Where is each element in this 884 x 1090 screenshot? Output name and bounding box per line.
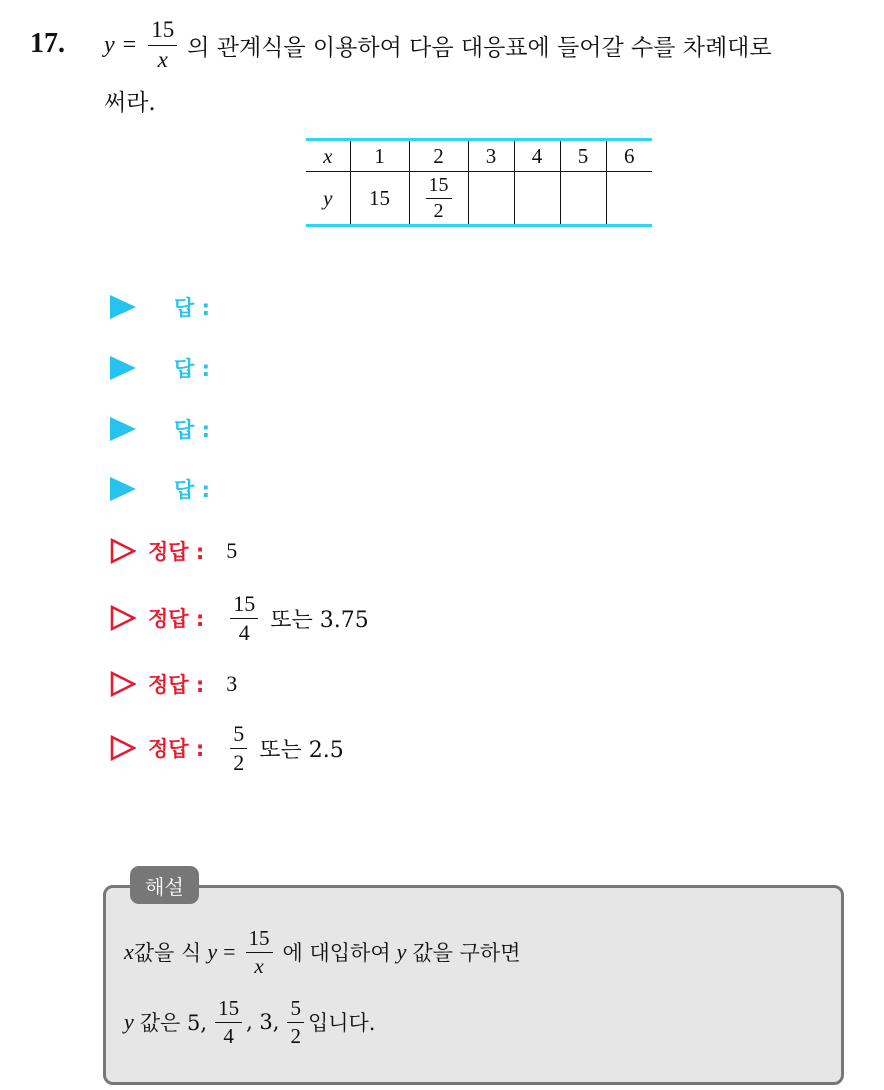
solution-label: 정답 : <box>148 737 205 761</box>
solution-label: 정답 : <box>148 540 205 564</box>
explanation-box <box>103 885 844 1085</box>
fraction-numerator: 15 <box>246 927 273 952</box>
play-triangle-icon <box>110 417 136 441</box>
fraction-15-over-x <box>246 927 273 976</box>
solution-row-1 <box>110 531 237 571</box>
solution-value <box>226 592 368 643</box>
fraction-15-over-4 <box>215 997 242 1046</box>
var-y: y <box>124 1009 134 1034</box>
fraction-15-over-4 <box>230 592 258 643</box>
answer-row-1[interactable] <box>110 292 210 322</box>
var-y: y <box>207 939 218 964</box>
fraction-numerator: 15 <box>148 18 177 45</box>
solution-suffix: 또는 3.75 <box>270 607 369 633</box>
var-y: y <box>104 31 115 58</box>
answer-label: 답 : <box>174 478 210 502</box>
solution-row-3 <box>110 664 237 704</box>
answer-label: 답 : <box>174 357 210 381</box>
question-body: 의 관계식을 이용하여 다음 대응표에 들어갈 수를 차례대로 <box>187 34 772 61</box>
fraction-15-over-x <box>148 18 177 71</box>
table-header-x: x <box>306 140 350 172</box>
outline-triangle-icon <box>110 671 136 697</box>
table-cell-y1: 15 <box>350 172 409 226</box>
explanation-text: 값을 식 <box>133 941 202 965</box>
answer-label: 답 : <box>174 418 210 442</box>
fraction-denominator: 2 <box>233 749 245 775</box>
table-cell-x1: 1 <box>350 140 409 172</box>
solution-row-4 <box>110 721 344 775</box>
question-number: 17. <box>30 28 65 59</box>
table-cell-y6-blank <box>606 172 652 226</box>
var-x: x <box>124 939 134 964</box>
explanation-text: 에 대입하여 <box>282 941 391 965</box>
fraction-denominator: 4 <box>238 619 250 645</box>
table-cell-x6: 6 <box>606 140 652 172</box>
question-text <box>104 10 772 80</box>
fraction-denominator: x <box>157 46 168 72</box>
explanation-tag: 해설 <box>130 866 199 904</box>
equals-sign: = <box>223 939 236 964</box>
fraction-numerator: 15 <box>230 592 258 618</box>
table-cell-x3: 3 <box>468 140 514 172</box>
table-cell-y2 <box>409 172 468 226</box>
fraction-5-over-2 <box>287 997 304 1046</box>
question-text-line2: 써라. <box>104 90 156 116</box>
outline-triangle-icon <box>110 538 136 564</box>
answer-label: 답 : <box>174 296 210 320</box>
explanation-line-1 <box>124 920 520 984</box>
play-triangle-icon <box>110 295 136 319</box>
table-cell-x2: 2 <box>409 140 468 172</box>
solution-row-2 <box>110 591 369 645</box>
fraction-numerator: 5 <box>230 722 247 748</box>
fraction-numerator: 15 <box>215 997 242 1022</box>
answer-row-2[interactable] <box>110 353 210 383</box>
solution-label: 정답 : <box>148 607 205 631</box>
correspondence-table <box>306 138 652 227</box>
fraction-numerator: 15 <box>426 175 452 199</box>
fraction-denominator: 4 <box>223 1023 234 1048</box>
explanation-text: 값을 구하면 <box>412 941 521 965</box>
explanation-text: 입니다. <box>307 1011 376 1035</box>
fraction-denominator: x <box>254 953 264 978</box>
answer-row-3[interactable] <box>110 414 210 444</box>
fraction-denominator: 2 <box>290 1023 301 1048</box>
fraction-15-over-2 <box>426 175 452 222</box>
solution-label: 정답 : <box>148 673 205 697</box>
var-y: y <box>396 939 407 964</box>
play-triangle-icon <box>110 477 136 501</box>
solution-suffix: 또는 2.5 <box>259 737 344 763</box>
equals-sign: = <box>122 31 137 58</box>
table-row-y <box>306 172 652 226</box>
explanation-line-2 <box>124 990 376 1054</box>
fraction-5-over-2 <box>230 722 247 773</box>
table-cell-x4: 4 <box>514 140 560 172</box>
table-cell-x5: 5 <box>560 140 606 172</box>
solution-value: 3 <box>226 671 238 696</box>
answer-row-4[interactable] <box>110 474 210 504</box>
solution-value: 5 <box>226 538 238 563</box>
fraction-numerator: 5 <box>287 997 304 1022</box>
solution-value <box>226 722 344 773</box>
table-cell-y5-blank <box>560 172 606 226</box>
play-triangle-icon <box>110 356 136 380</box>
outline-triangle-icon <box>110 735 136 761</box>
table-cell-y3-blank <box>468 172 514 226</box>
table-header-y: y <box>306 172 350 226</box>
outline-triangle-icon <box>110 605 136 631</box>
explanation-text: , 3, <box>246 1010 280 1034</box>
table-row-x <box>306 140 652 172</box>
fraction-denominator: 2 <box>433 199 444 222</box>
explanation-text: 값은 5, <box>139 1011 208 1035</box>
table-cell-y4-blank <box>514 172 560 226</box>
